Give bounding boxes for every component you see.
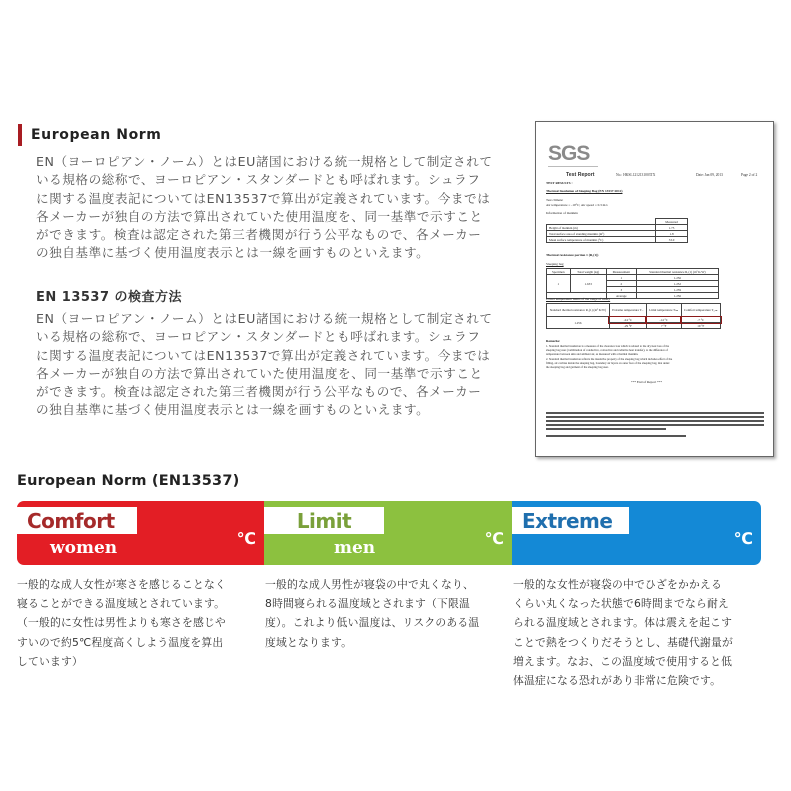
description-line: 一般的な女性が寝袋の中でひざをかかえる — [513, 578, 722, 591]
description-line: 度域となります。 — [265, 635, 353, 649]
extreme-label: Extreme — [512, 507, 629, 534]
paragraph-line: 各メーカーが独自の方法で算出されていた使用温度を、同一基準で示すこと — [36, 208, 483, 224]
paragraph-line: の独自基準に基づく使用温度表示とは一線を画すものといえます。 — [36, 245, 430, 261]
description-line: しています） — [17, 654, 83, 668]
limit-sub-label: men — [334, 538, 376, 558]
description-line: 8時間寝られる温度域とされます（下限温 — [265, 597, 471, 611]
paragraph-line: の独自基準に基づく使用温度表示とは一線を画すものといえます。 — [36, 402, 430, 418]
thermal-label: Thermal resistance portion 1 (R₁(1)) — [546, 253, 599, 257]
test-method-title: EN 13537 の検査方法 — [36, 290, 183, 305]
remarks-label: Remarks: — [546, 339, 561, 343]
limit-description — [265, 575, 479, 652]
end-of-report: *** End of Report *** — [631, 380, 663, 384]
report-heading: Test Report — [566, 172, 595, 178]
limit-label: Limit — [264, 507, 384, 534]
test-method-paragraph — [36, 310, 516, 420]
report-page: Page 2 of 2 — [741, 173, 758, 177]
intro-paragraph — [36, 153, 516, 263]
paragraph-line: EN（ヨーロピアン・ノーム）とはEU諸国における統一規格として制定されて — [36, 311, 493, 326]
description-line: 増えます。なお、この温度域で使用すると低 — [513, 654, 733, 668]
paragraph-line: ができます。検査は認定された第三者機関が行う公平なもので、各メーカー — [36, 384, 482, 400]
paragraph-line: に関する温度表記についてはEN13537で算出が定義されています。今までは — [36, 347, 491, 363]
limit-segment — [264, 501, 512, 565]
celsius-icon: ℃ — [484, 529, 504, 548]
paragraph-line: いる規格の総称で、ヨーロピアン・スタンダードとも呼ばれます。シュラフ — [36, 172, 481, 188]
paragraph-line: ができます。検査は認定された第三者機関が行う公平なもので、各メーカー — [36, 227, 482, 243]
comfort-label: Comfort — [17, 507, 137, 534]
logo-divider — [548, 166, 598, 167]
manikin-label: Information of manikin — [546, 211, 578, 215]
description-line: くらい丸くなった状態で6時間までなら耐え — [513, 597, 730, 611]
section-header-european-norm — [18, 124, 162, 146]
fine-print — [546, 435, 686, 437]
manikin-table: Measured Height of manikin (m) 1.75 Total surface area of standing manikin (m²) 1.8 Mean surface temperature of manikin (°C) 33.0 — [546, 218, 688, 243]
bag-label: Sleeping bag — [546, 262, 564, 266]
climate-label: Test climate: — [546, 198, 564, 202]
paragraph-line: 各メーカーが独自の方法で算出されていた使用温度を、同一基準で示すこと — [36, 365, 483, 381]
remark-line: temperature between skin and ambient air, as measured with a thermal manikin. — [546, 352, 639, 356]
description-line: ことで熱をつくりだそうとし、基礎代謝量が — [513, 635, 733, 649]
description-line: 一般的な成人男性が寝袋の中で丸くなり、 — [265, 578, 474, 591]
climate-value: Air temperature = -10°C; Air speed = 0.3 m/s — [546, 203, 608, 207]
sgs-logo: SGS — [548, 142, 590, 165]
fine-print — [546, 424, 764, 426]
remark-line: sleeping bag user (combination of conductive, convective and radiative heat transfer), to the difference of — [546, 348, 668, 352]
fine-print — [546, 420, 764, 422]
comfort-sub-label: women — [50, 538, 118, 558]
remark-line: the sleeping bag and garment of the sleeping bag user. — [546, 365, 609, 369]
description-line: 度）。これより低い温度は、リスクのある温 — [265, 616, 480, 630]
extreme-segment — [512, 501, 761, 565]
remark-line: filling, air cavities inside the sleeping bag, boundary air layers on outer face of the sleeping bag, mat under — [546, 361, 670, 365]
results-label: TEST RESULTS : — [546, 181, 573, 185]
extreme-description — [513, 575, 733, 690]
report-date: Date: Jan 09, 2013 — [696, 173, 723, 177]
description-line: られる温度域とされます。体は震えを起こす — [513, 616, 733, 630]
fine-print — [546, 416, 764, 418]
report-number: No.: HKSL1212131003TX — [616, 173, 656, 177]
paragraph-line: に関する温度表記についてはEN13537で算出が定義されています。今までは — [36, 190, 491, 206]
sgs-test-report-image — [535, 121, 774, 457]
paragraph-line: EN（ヨーロピアン・ノーム）とはEU諸国における統一規格として制定されて — [36, 154, 493, 169]
remark-line: 1. Standard thermal insulation is a measure of the clearance loss which is related to the dry heat loss of the — [546, 344, 670, 348]
description-line: （一般的に女性は男性よりも寒さを感じや — [17, 616, 226, 630]
scale-title: European Norm (EN13537) — [17, 473, 240, 489]
paragraph-line: いる規格の総称で、ヨーロピアン・スタンダードとも呼ばれます。シュラフ — [36, 329, 481, 345]
description-line: すいので約5℃程度高くしよう温度を算出 — [17, 635, 224, 649]
description-line: 寝ることができる温度域とされています。 — [17, 597, 226, 611]
temperature-limits-table: Standard thermal resistance R₁(1) (m² K/W) Extreme temperature Tₑₓ Limit temperature Tₗᵢₘ Comfort temperature T꜀ₒₘ 1.256 -24 °C -14 °C -7 °C -29 °F 7 °F 19 °F — [546, 303, 721, 329]
section-title: European Norm — [31, 127, 162, 143]
sleeping-bag-table: Specimen Total weight (kg) Measurement Standard thermal resistance R₁(1) (m² K/W) 1 1.633 1 1.256 2 1.252 3 1.259 Average 1.256 — [546, 268, 719, 299]
description-line: 体温症になる恐れがあり非常に危険です。 — [513, 674, 722, 688]
celsius-icon: ℃ — [236, 529, 256, 548]
fine-print — [546, 428, 666, 430]
celsius-icon: ℃ — [733, 529, 753, 548]
fine-print — [546, 412, 764, 414]
accent-bar — [18, 124, 22, 146]
comfort-segment — [17, 501, 264, 565]
report-subject: Thermal Insulation of Sleeping Bag (EN 13537:2012) — [546, 189, 623, 193]
remark-line: 2. Standard thermal insulation reflects the insulative property of the sleeping bag which includes effect of the — [546, 357, 673, 361]
description-line: 一般的な成人女性が寒さを感じることなく — [17, 578, 226, 591]
limits-label: Lower temperature limits of the range of utility — [546, 297, 611, 301]
temperature-scale-bar — [17, 501, 761, 565]
comfort-description — [17, 575, 226, 671]
